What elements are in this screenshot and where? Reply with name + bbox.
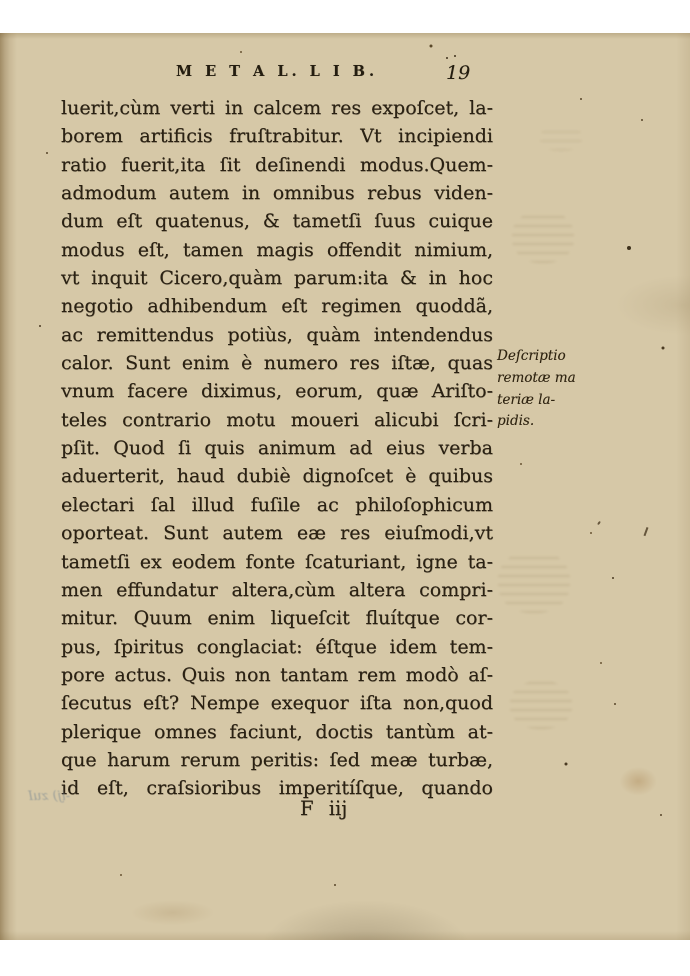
bleedthrough-smudge — [510, 681, 572, 729]
text-line: aduerterit, haud dubiè dignoſcet è quibus — [61, 465, 493, 488]
paper-page — [0, 33, 690, 940]
bleedthrough-smudge — [540, 125, 582, 151]
text-line: ratio fuerit,ita ſit deſinendi modus.Quem- — [61, 153, 493, 176]
text-line: mitur. Quum enim liqueſcit fluítque cor- — [61, 607, 493, 630]
bleedthrough-smudge — [498, 551, 570, 613]
text-line: calor. Sunt enim è numero res iſtæ, quas — [61, 352, 493, 375]
text-line: ſecutus eſt? Nempe exequor iſta non,quod — [61, 692, 493, 715]
text-line: luerit,cùm verti in calcem res expoſcet, la- — [61, 97, 493, 119]
stray-ink-mark — [644, 527, 648, 536]
text-line: electari ſal illud fuſile ac philoſophicum — [61, 493, 493, 516]
bleedthrough-smudge — [512, 211, 574, 263]
bleedthrough-text: -ij) zuI — [28, 789, 71, 804]
margin-note — [497, 346, 593, 433]
text-line: teles contrario motu moueri alicubi ſcri- — [61, 408, 493, 431]
text-line: borem artificis fruſtrabitur. Vt incipiendi — [61, 125, 493, 148]
margin-note-line: pidis. — [497, 413, 535, 430]
text-line: dum eſt quatenus, & tametſi ſuus cuique — [61, 210, 493, 233]
text-line: oporteat. Sunt autem eæ res eiuſmodi,vt — [61, 522, 493, 545]
text-line: pore actus. Quis non tantam rem modò aſ- — [61, 663, 493, 686]
text-line: pus, ſpiritus conglaciat: éſtque idem tem- — [61, 635, 493, 658]
text-line: id eſt, craſsioribus imperitíſque, quando — [61, 777, 493, 800]
body-text — [61, 94, 493, 803]
text-line: tametſi ex eodem fonte ſcaturiant, igne ta- — [61, 550, 493, 573]
margin-note-line: remotæ ma — [497, 369, 576, 386]
paper-specks — [0, 33, 2, 35]
text-line: modus eſt, tamen magis offendit nimium, — [61, 238, 493, 261]
running-head-title: M E T A L. L I B. — [175, 63, 378, 80]
stray-ink-mark — [597, 521, 601, 525]
margin-note-line: teriæ la- — [497, 391, 556, 408]
running-head — [61, 63, 493, 80]
text-line: que harum rerum peritis: ſed meæ turbæ, — [61, 748, 493, 771]
text-line: men effundatur altera,cùm altera compri- — [61, 578, 493, 601]
text-line: plerique omnes faciunt, doctis tantùm at- — [61, 720, 493, 743]
signature-mark: F iij — [300, 797, 348, 820]
text-line: vnum facere diximus, eorum, quæ Ariſto- — [61, 380, 493, 403]
page-number: 19 — [446, 62, 471, 84]
text-line: admodum autem in omnibus rebus viden- — [61, 182, 493, 205]
text-line: pſit. Quod ſi quis animum ad eius verba — [61, 437, 493, 460]
text-line: negotio adhibendum eſt regimen quoddã, — [61, 295, 493, 318]
text-line: vt inquit Cicero,quàm parum:ita & in hoc — [61, 267, 493, 290]
margin-note-line: Deſcriptio — [497, 348, 566, 364]
text-line: ac remittendus potiùs, quàm intendendus — [61, 323, 493, 346]
